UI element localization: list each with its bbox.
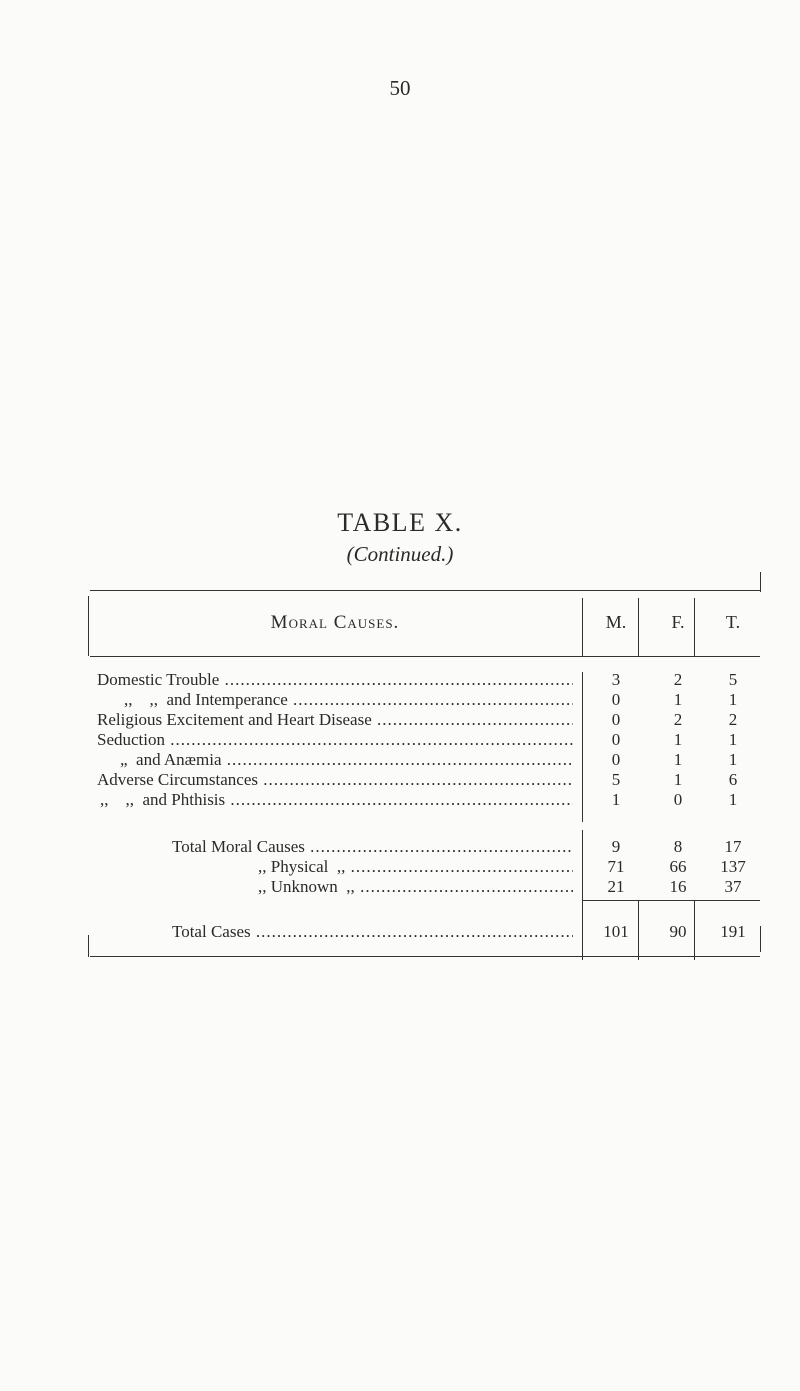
row-label: ,, ,, and Phthisis .....: [100, 790, 573, 810]
m-value: 0: [611, 710, 621, 729]
t-value: 1: [728, 730, 738, 749]
subtotal-rule: [583, 900, 760, 901]
m-value: 3: [611, 670, 621, 689]
row-label: „ and Anæmia .....: [120, 750, 573, 770]
table-right-edge: [760, 572, 761, 592]
m-value: 71: [607, 857, 625, 876]
t-value: 2: [728, 710, 738, 729]
t-value: 6: [728, 770, 738, 789]
table-row: [0, 837, 800, 857]
row-label: Domestic Trouble .....: [97, 670, 573, 690]
table-left-edge: [88, 596, 89, 656]
t-value: 1: [728, 690, 738, 709]
table-top-rule: [90, 590, 760, 591]
f-value: 66: [669, 857, 687, 876]
f-value: 8: [673, 837, 683, 856]
m-value: 21: [607, 877, 625, 896]
m-value: 0: [611, 750, 621, 769]
t-value: 191: [720, 922, 746, 941]
t-value: 137: [720, 857, 746, 876]
row-label: ,, ,, and Intemperance .....: [124, 690, 573, 710]
table-row: [0, 770, 800, 790]
row-label: Religious Excitement and Heart Disease .....: [97, 710, 573, 730]
m-value: 0: [611, 690, 621, 709]
t-value: 5: [728, 670, 738, 689]
header-bottom-rule: [90, 656, 760, 657]
row-label: Adverse Circumstances .....: [97, 770, 573, 790]
row-label: ,, Physical ,, .....: [258, 857, 573, 877]
f-value: 1: [673, 750, 683, 769]
f-value: 1: [673, 690, 683, 709]
f-value: 1: [673, 770, 683, 789]
f-value: 2: [673, 710, 683, 729]
t-value: 1: [728, 750, 738, 769]
f-value: 90: [669, 922, 687, 941]
m-value: 5: [611, 770, 621, 789]
f-value: 0: [673, 790, 683, 809]
table-row: [0, 750, 800, 770]
t-column-header: T.: [725, 612, 741, 632]
row-label: Total Moral Causes .....: [172, 837, 573, 857]
table-row: [0, 670, 800, 690]
f-column-header: F.: [671, 612, 685, 632]
table-row: [0, 730, 800, 750]
col-sep-m-header: [582, 598, 583, 656]
row-label: Seduction .....: [97, 730, 573, 750]
page-number: 50: [389, 76, 411, 100]
grand-total-row: [0, 922, 800, 942]
table-row: [0, 857, 800, 877]
m-value: 0: [611, 730, 621, 749]
table-title: TABLE X.: [337, 508, 463, 537]
t-value: 1: [728, 790, 738, 809]
f-value: 16: [669, 877, 687, 896]
t-value: 37: [724, 877, 742, 896]
f-value: 2: [673, 670, 683, 689]
col-sep-f-header: [638, 598, 639, 656]
table-row: [0, 877, 800, 897]
moral-causes-header: Moral Causes.: [270, 612, 400, 633]
table-subtitle: (Continued.): [346, 542, 454, 566]
row-label: ,, Unknown ,, .....: [258, 877, 573, 897]
row-label: Total Cases .....: [172, 922, 573, 942]
m-value: 101: [603, 922, 629, 941]
m-value: 9: [611, 837, 621, 856]
t-value: 17: [724, 837, 742, 856]
f-value: 1: [673, 730, 683, 749]
m-value: 1: [611, 790, 621, 809]
table-row: [0, 690, 800, 710]
table-row: [0, 710, 800, 730]
m-column-header: M.: [605, 612, 627, 632]
table-row: [0, 790, 800, 810]
table-bottom-rule: [90, 956, 760, 957]
